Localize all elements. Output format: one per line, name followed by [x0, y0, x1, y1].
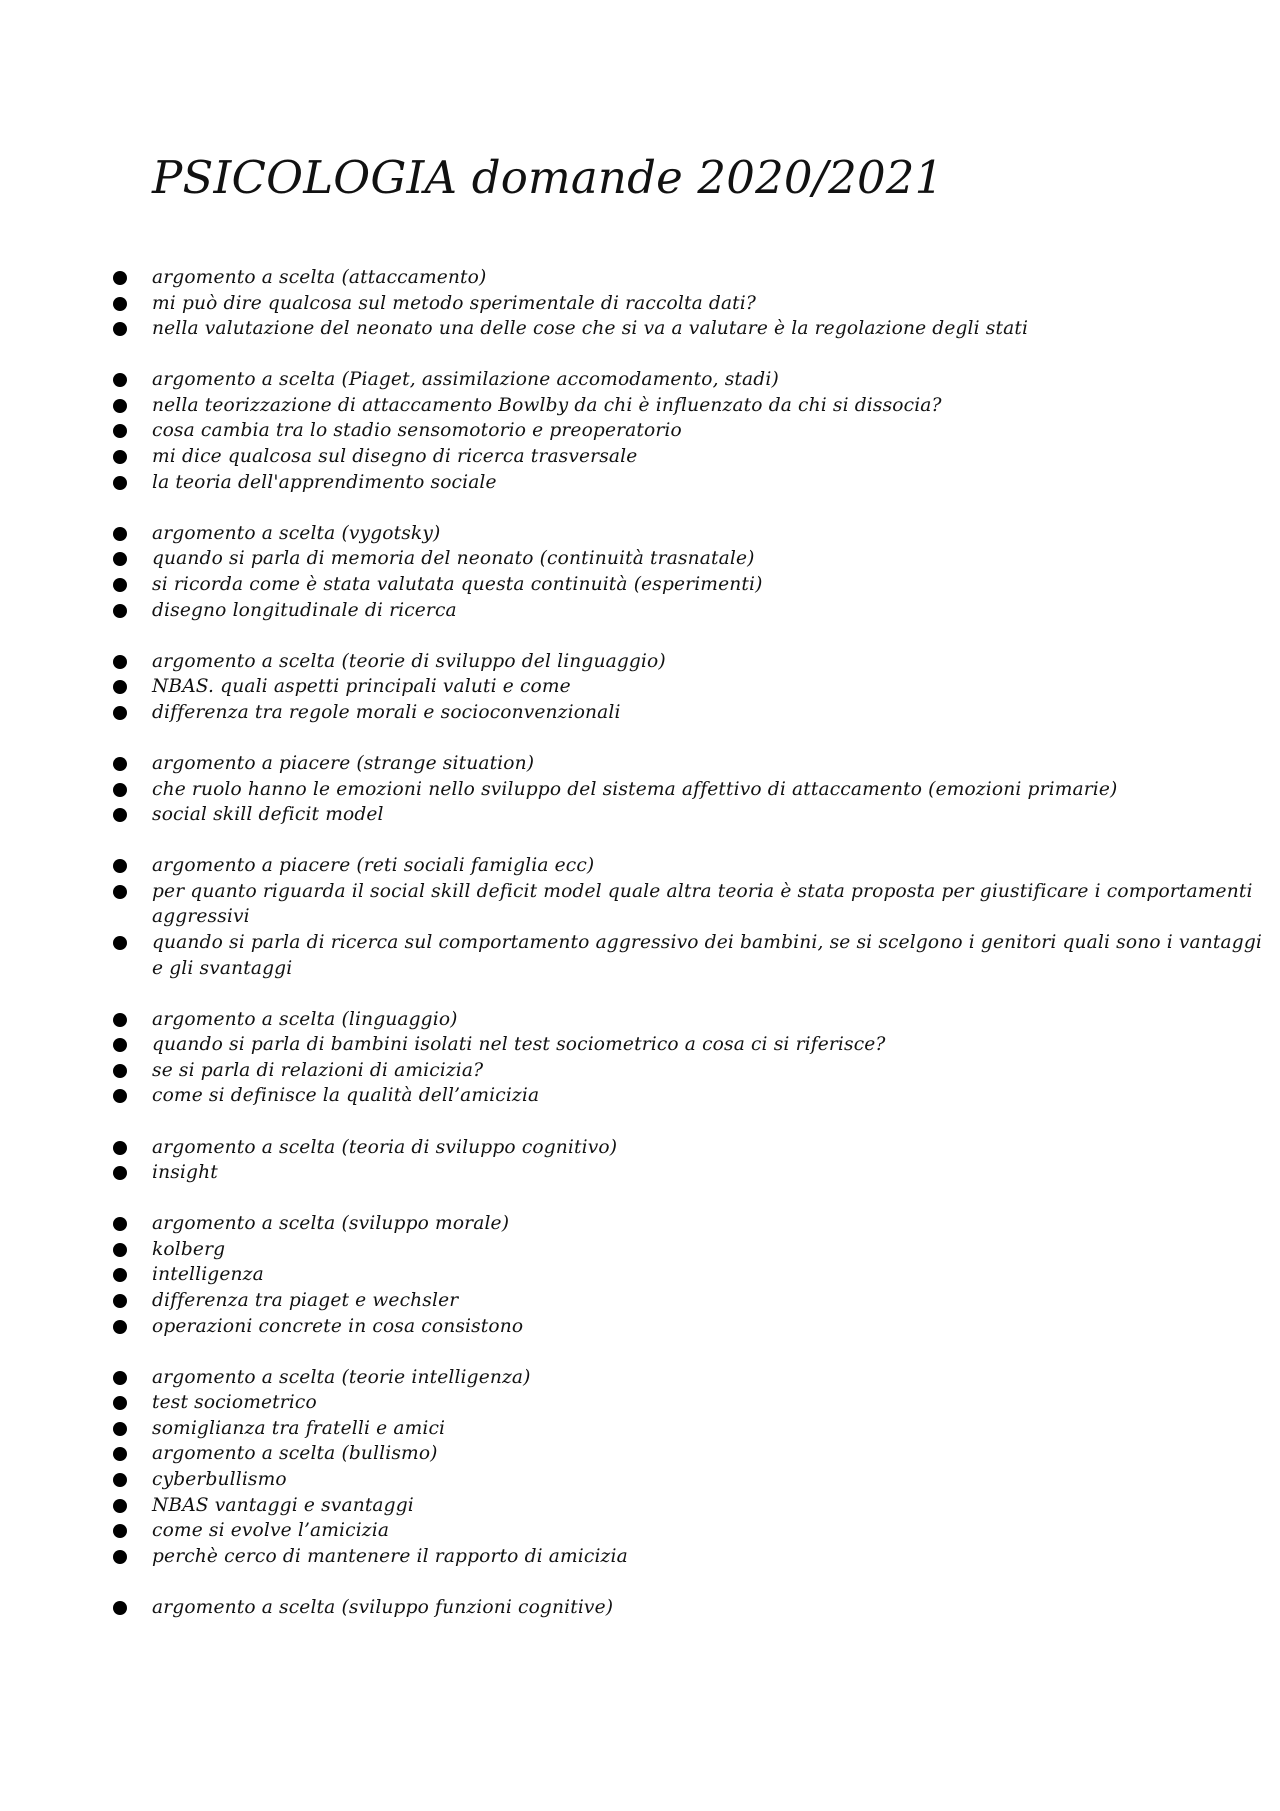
list-item	[113, 1237, 1273, 1263]
list-item	[113, 572, 1273, 598]
list-item-text: argomento a scelta (Piaget, assimilazione accomodamento, stadi)	[152, 369, 779, 391]
list-item	[113, 853, 1273, 879]
list-item-text: quando si parla di ricerca sul comportamento aggressivo dei bambini, se si scelgono i genitori quali sono i vantaggi e gli svantaggi	[152, 931, 1262, 979]
list-item	[113, 1493, 1273, 1519]
list-item	[113, 777, 1273, 803]
list-item	[113, 930, 1273, 981]
list-item-text: disegno longitudinale di ricerca	[152, 599, 457, 621]
list-item-text: argomento a scelta (sviluppo funzioni cognitive)	[152, 1596, 614, 1618]
bullet-icon	[113, 1473, 127, 1487]
list-item-text: somiglianza tra fratelli e amici	[152, 1417, 446, 1439]
bullet-icon	[113, 450, 127, 464]
bullet-icon	[113, 1320, 127, 1334]
bullet-icon	[113, 578, 127, 592]
list-item-text: per quanto riguarda il social skill deficit model quale altra teoria è stata proposta per giustificare i comportamenti aggressivi	[152, 880, 1253, 928]
list-item-text: argomento a piacere (reti sociali famiglia ecc)	[152, 855, 595, 877]
list-item-text: insight	[152, 1162, 218, 1184]
bullet-icon	[113, 1601, 127, 1615]
list-item	[113, 1211, 1273, 1237]
list-item-text: quando si parla di bambini isolati nel test sociometrico a cosa ci si riferisce?	[152, 1034, 886, 1056]
list-item-text: si ricorda come è stata valutata questa continuità (esperimenti)	[152, 573, 763, 595]
bullet-icon	[113, 1371, 127, 1385]
list-item-text: argomento a scelta (teoria di sviluppo cognitivo)	[152, 1136, 618, 1158]
question-group	[113, 649, 1273, 726]
bullet-icon	[113, 399, 127, 413]
list-item	[113, 1441, 1273, 1467]
list-item-text: la teoria dell'apprendimento sociale	[152, 471, 497, 493]
list-item	[113, 598, 1273, 624]
list-item-text: kolberg	[152, 1238, 226, 1260]
bullet-icon	[113, 1166, 127, 1180]
list-item	[113, 1467, 1273, 1493]
question-group	[113, 367, 1273, 495]
bullet-icon	[113, 859, 127, 873]
question-group	[113, 521, 1273, 623]
bullet-icon	[113, 1268, 127, 1282]
list-item-text: argomento a piacere (strange situation)	[152, 752, 535, 774]
list-item	[113, 1288, 1273, 1314]
bullet-icon	[113, 1550, 127, 1564]
bullet-icon	[113, 655, 127, 669]
list-item	[113, 1416, 1273, 1442]
list-item-text: cosa cambia tra lo stadio sensomotorio e preoperatorio	[152, 420, 682, 442]
list-item-text: test sociometrico	[152, 1392, 317, 1414]
bullet-icon	[113, 271, 127, 285]
list-item-text: argomento a scelta (teorie intelligenza)	[152, 1366, 531, 1388]
question-group	[113, 1365, 1273, 1570]
list-item-text: mi dice qualcosa sul disegno di ricerca trasversale	[152, 446, 638, 468]
list-item	[113, 1595, 1273, 1621]
question-group	[113, 1007, 1273, 1109]
question-group	[113, 1135, 1273, 1186]
list-item-text: NBAS vantaggi e svantaggi	[152, 1494, 414, 1516]
bullet-icon	[113, 297, 127, 311]
list-item-text: nella teorizzazione di attaccamento Bowlby da chi è influenzato da chi si dissocia?	[152, 394, 942, 416]
bullet-icon	[113, 808, 127, 822]
bullet-icon	[113, 1499, 127, 1513]
list-item	[113, 418, 1273, 444]
list-item-text: come si definisce la qualità dell’amicizia	[152, 1085, 540, 1107]
question-group	[113, 853, 1273, 981]
list-item	[113, 1262, 1273, 1288]
bullet-icon	[113, 527, 127, 541]
question-group	[113, 1211, 1273, 1339]
list-item-text: argomento a scelta (linguaggio)	[152, 1008, 458, 1030]
bullet-icon	[113, 1038, 127, 1052]
bullet-icon	[113, 757, 127, 771]
list-item-text: differenza tra piaget e wechsler	[152, 1290, 459, 1311]
list-item-text: nella valutazione del neonato una delle cose che si va a valutare è la regolazione degli stati	[152, 318, 1029, 340]
bullet-icon	[113, 552, 127, 566]
list-item-text: argomento a scelta (sviluppo morale)	[152, 1213, 510, 1235]
bullet-icon	[113, 1422, 127, 1436]
list-item	[113, 291, 1273, 317]
list-item	[113, 265, 1273, 291]
bullet-icon	[113, 1243, 127, 1257]
list-item-text: argomento a scelta (bullismo)	[152, 1443, 438, 1465]
page-title: PSICOLOGIA domande 2020/2021	[152, 151, 944, 204]
question-group	[113, 751, 1273, 828]
list-item-text: che ruolo hanno le emozioni nello sviluppo del sistema affettivo di attaccamento (emozioni primarie)	[152, 778, 1118, 800]
question-list	[113, 265, 1273, 1646]
list-item	[113, 444, 1273, 470]
list-item	[113, 1058, 1273, 1084]
list-item-text: mi può dire qualcosa sul metodo sperimentale di raccolta dati?	[152, 292, 757, 314]
list-item-text: argomento a scelta (attaccamento)	[152, 267, 487, 288]
list-item-text: NBAS. quali aspetti principali valuti e come	[152, 676, 571, 698]
bullet-icon	[113, 936, 127, 950]
bullet-icon	[113, 885, 127, 899]
list-item	[113, 649, 1273, 675]
bullet-icon	[113, 424, 127, 438]
bullet-icon	[113, 680, 127, 694]
bullet-icon	[113, 373, 127, 387]
list-item	[113, 546, 1273, 572]
bullet-icon	[113, 1396, 127, 1410]
list-item	[113, 1544, 1273, 1570]
bullet-icon	[113, 1064, 127, 1078]
list-item	[113, 879, 1273, 930]
list-item-text: quando si parla di memoria del neonato (continuità trasnatale)	[152, 548, 755, 570]
list-item-text: intelligenza	[152, 1264, 264, 1286]
list-item-text: se si parla di relazioni di amicizia?	[152, 1059, 484, 1081]
list-item	[113, 1135, 1273, 1161]
list-item	[113, 1083, 1273, 1109]
list-item	[113, 674, 1273, 700]
bullet-icon	[113, 1217, 127, 1231]
bullet-icon	[113, 706, 127, 720]
list-item-text: cyberbullismo	[152, 1469, 287, 1491]
list-item	[113, 1365, 1273, 1391]
bullet-icon	[113, 476, 127, 490]
list-item-text: social skill deficit model	[152, 804, 384, 826]
list-item-text: perchè cerco di mantenere il rapporto di amicizia	[152, 1545, 628, 1567]
bullet-icon	[113, 1294, 127, 1308]
list-item	[113, 367, 1273, 393]
question-group	[113, 1595, 1273, 1621]
list-item	[113, 802, 1273, 828]
list-item	[113, 751, 1273, 777]
list-item	[113, 700, 1273, 726]
list-item-text: differenza tra regole morali e socioconvenzionali	[152, 701, 621, 723]
bullet-icon	[113, 783, 127, 797]
bullet-icon	[113, 322, 127, 336]
list-item	[113, 1518, 1273, 1544]
bullet-icon	[113, 1447, 127, 1461]
question-group	[113, 265, 1273, 342]
list-item	[113, 1390, 1273, 1416]
list-item	[113, 393, 1273, 419]
list-item	[113, 1032, 1273, 1058]
list-item-text: argomento a scelta (teorie di sviluppo del linguaggio)	[152, 650, 666, 672]
list-item	[113, 316, 1273, 342]
list-item	[113, 470, 1273, 496]
bullet-icon	[113, 1013, 127, 1027]
list-item-text: operazioni concrete in cosa consistono	[152, 1315, 524, 1337]
bullet-icon	[113, 604, 127, 618]
list-item	[113, 521, 1273, 547]
list-item	[113, 1160, 1273, 1186]
list-item	[113, 1007, 1273, 1033]
list-item-text: come si evolve l’amicizia	[152, 1520, 390, 1542]
list-item	[113, 1314, 1273, 1340]
bullet-icon	[113, 1089, 127, 1103]
list-item-text: argomento a scelta (vygotsky)	[152, 522, 441, 544]
bullet-icon	[113, 1141, 127, 1155]
bullet-icon	[113, 1524, 127, 1538]
